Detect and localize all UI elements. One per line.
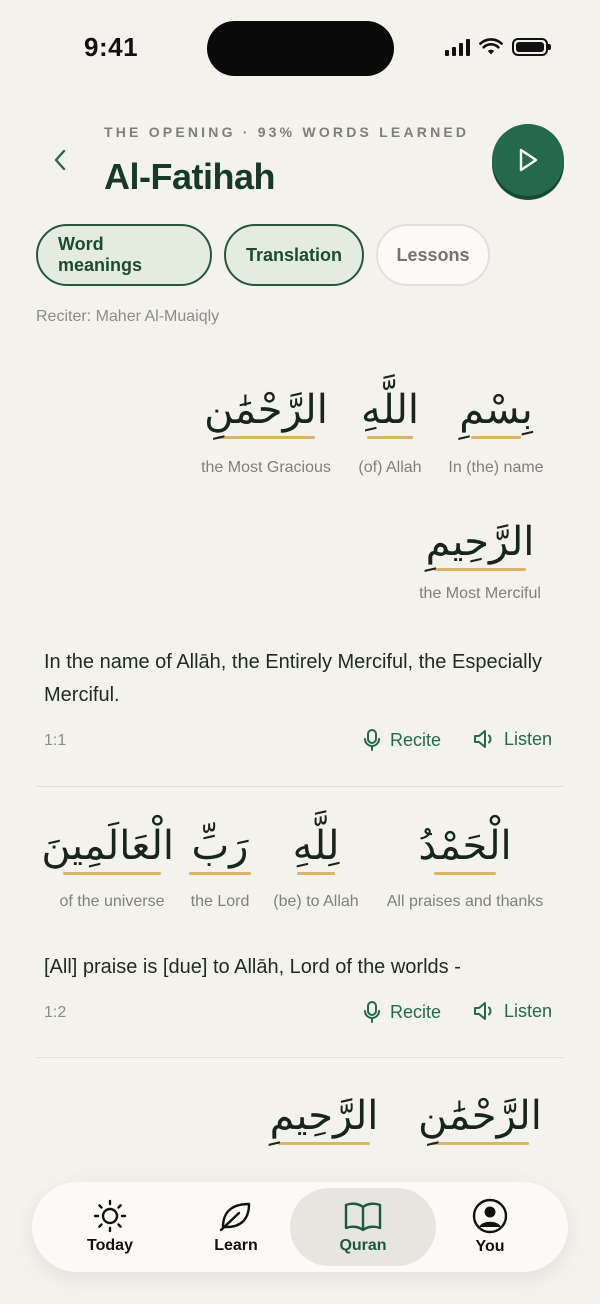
word-gloss: All praises and thanks [386,893,544,910]
arabic-word: الرَّحْمَٰنِ [418,1093,542,1139]
book-icon [343,1199,383,1233]
verse-translation: [All] praise is [due] to Allāh, Lord of the worlds - [44,956,461,978]
learned-underline [367,436,413,439]
user-icon [471,1198,509,1234]
chip-word-meanings[interactable]: Word meanings [36,224,212,286]
tab-label: Learn [214,1237,258,1254]
recite-label: Recite [390,1001,442,1022]
page-title: Al-Fatihah [104,156,275,197]
word-gloss: the Most Gracious [201,459,331,476]
listen-label: Listen [504,728,553,749]
arabic-word: الْعَالَمِينَ [41,823,174,869]
word-card[interactable] [410,520,550,603]
chip-translation[interactable]: Translation [224,224,364,286]
view-toggle-chips [36,224,490,286]
recite-button[interactable] [362,728,441,752]
tab-label: Quran [339,1237,387,1254]
verse-divider [36,1057,564,1058]
arabic-word: الرَّحْمَٰنِ [204,387,328,433]
status-time: 9:41 [84,32,139,62]
word-gloss: of the universe [59,893,165,910]
microphone-icon [362,728,382,752]
sun-icon [91,1199,129,1233]
dynamic-island [207,21,394,76]
learned-underline [471,436,521,439]
listen-label: Listen [504,1000,553,1021]
chip-lessons[interactable]: Lessons [376,224,490,286]
word-card[interactable] [410,1094,550,1145]
surah-subtitle: THE OPENING · 93% WORDS LEARNED [104,124,470,140]
tab-you[interactable] [426,1188,554,1266]
tab-label: You [475,1238,505,1255]
arabic-word: رَبِّ [191,823,249,869]
status-icons [445,38,548,56]
cellular-signal-icon [445,38,470,56]
reciter-label: Reciter: Maher Al-Muaiqly [36,308,220,325]
learned-underline [63,872,161,875]
verse-divider [36,786,564,787]
word-card[interactable] [182,824,258,911]
arabic-word: اللَّهِ [361,387,419,433]
learned-underline [434,568,526,571]
back-button[interactable] [40,140,80,180]
listen-button[interactable] [472,1000,552,1022]
tab-learn[interactable] [172,1188,300,1266]
tab-today[interactable] [46,1188,174,1266]
learned-underline [278,1142,370,1145]
recite-label: Recite [390,729,442,750]
word-gloss: the Lord [190,893,250,910]
word-card[interactable] [194,388,338,477]
word-gloss: the Most Merciful [419,585,541,602]
word-card[interactable] [41,823,174,911]
status-bar [0,0,600,96]
arabic-word: الرَّحِيمِ [269,1093,379,1139]
play-icon [516,147,540,173]
speaker-icon [472,1000,496,1022]
battery-icon [512,38,548,56]
recite-button[interactable] [362,1000,441,1024]
microphone-icon [362,1000,382,1024]
learned-underline [434,872,496,875]
learned-underline [189,872,251,875]
word-gloss: In (the) name [448,459,544,476]
arabic-word: بِسْمِ [459,387,533,433]
verse-number: 1:1 [44,732,67,749]
arabic-word: الرَّحِيمِ [425,519,535,565]
word-gloss: (be) to Allah [273,893,359,910]
learned-underline [431,1142,529,1145]
tab-label: Today [87,1237,133,1254]
word-card[interactable] [378,824,552,911]
word-card[interactable] [352,388,428,477]
verse-translation: In the name of Allāh, the Entirely Merciful, the Especially Merciful. [44,651,543,706]
wifi-icon [479,38,503,56]
bottom-tab-bar [32,1182,568,1272]
play-button[interactable] [492,124,564,196]
word-card[interactable] [444,388,548,477]
tab-quran[interactable] [290,1188,436,1266]
chevron-left-icon [52,148,68,172]
arabic-word: الْحَمْدُ [418,823,512,869]
word-card[interactable] [266,824,366,911]
arabic-word: لِلَّهِ [292,823,340,869]
listen-button[interactable] [472,728,552,750]
learned-underline [217,436,315,439]
learned-underline [297,872,335,875]
word-card[interactable] [254,1094,394,1145]
verse-number: 1:2 [44,1004,67,1021]
leaf-icon [217,1199,255,1233]
speaker-icon [472,728,496,750]
word-gloss: (of) Allah [358,459,422,476]
